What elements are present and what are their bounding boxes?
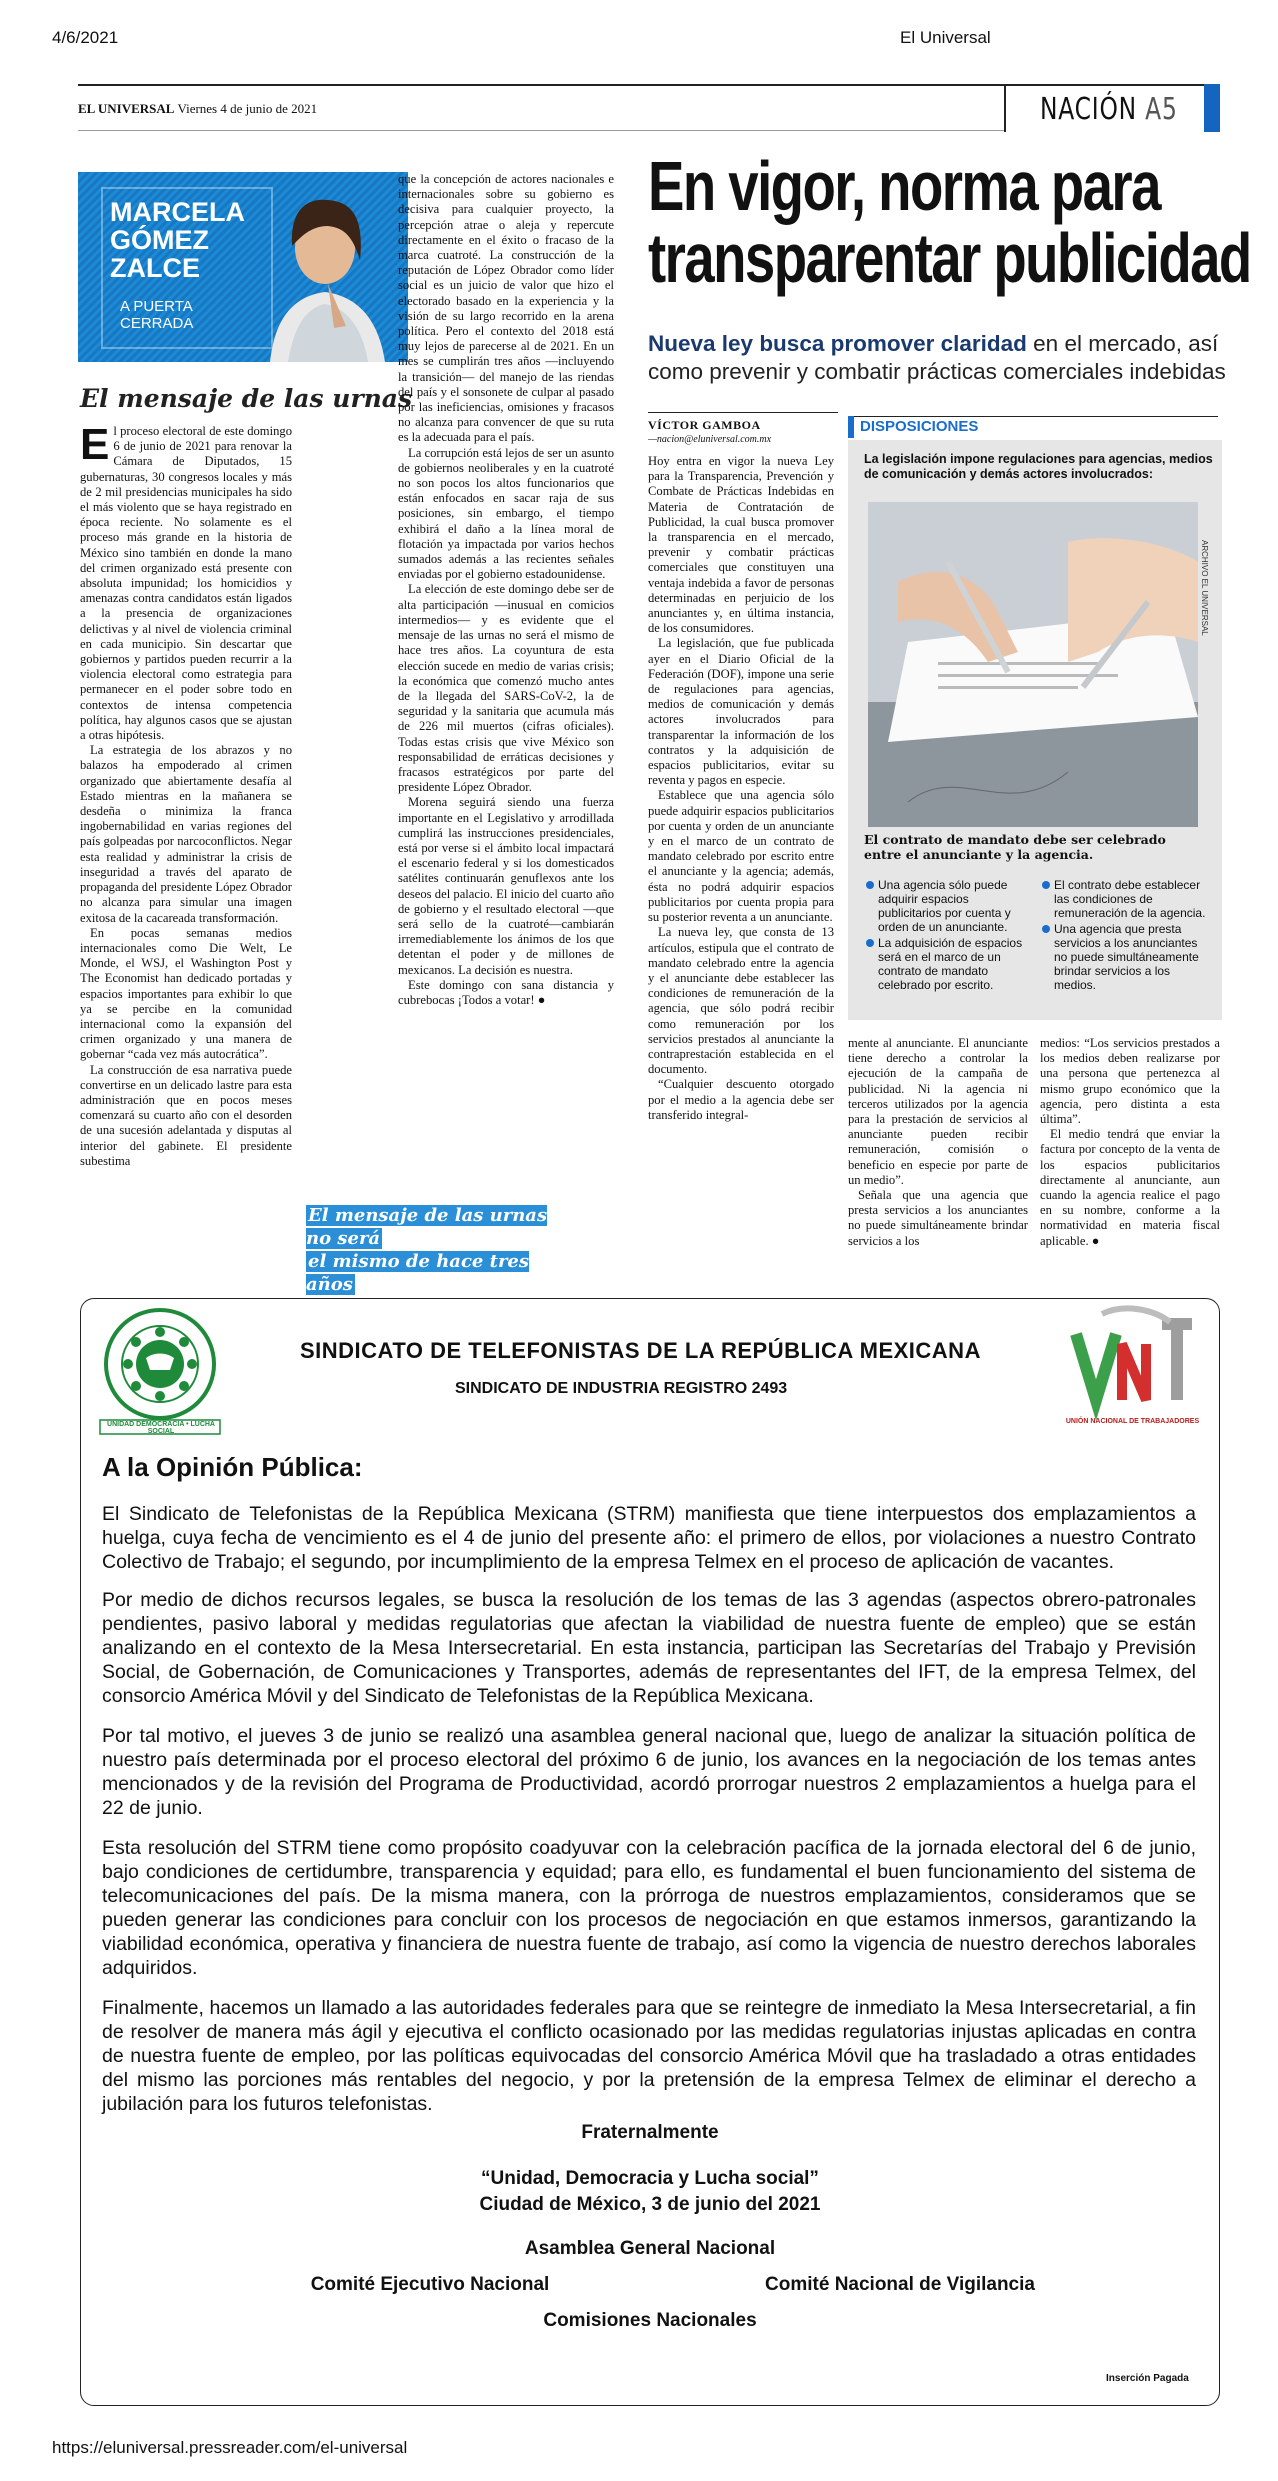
column-paragraph: La construcción de esa narrativa puede convertirse en un delicado lastre para esta administración que en pocos meses comenzará su cuarto año con el desorden de una sucesión adelantada y disputas al interior del gabinete. El presidente subestima [80,1062,292,1168]
article-paragraph: Establece que una agencia sólo puede adquirir espacios publicitarios por cuenta y orden de un anunciante y en el marco de un contrato de mandato celebrado por escrito entre el anunciante y la agencia; además, ésta no podrá adquirir espacios publicitarios por cuenta propia para su posterior reventa a un anunciante. [648,788,834,925]
article-paragraph: “Cualquier descuento otorgado por el medio a la agencia debe ser transferido integral- [648,1077,834,1122]
byline-rule [648,412,838,413]
article-paragraph: mente al anunciante. El anunciante tiene derecho a controlar la ejecución de la campaña de publicidad. Ni la agencia ni terceros utilizados por la agencia para la prestación de servicios al anunciante pueden recibir remuneración, comisión o beneficio en especie por parte de un medio”. [848,1036,1028,1187]
ad-paragraph: Esta resolución del STRM tiene como propósito coadyuvar con la celebración pacífica de la jornada electoral del 6 de junio, bajo condiciones de certidumbre, transparencia y equidad; para ello, es fundamental el buen funcionamiento del sistema de telecomunicaciones del país. De la misma manera, con la prórroga de nuestros emplazamientos, consideramos que se pueden generar las condiciones para concluir con los procesos de negociación en que estamos inmersos, garantizando la viabilidad económica, operativa y financiera de nuestra fuente de trabajo, así como la vigencia de nuestro derechos laborales adquiridos. [102,1837,1196,1979]
issue-date: Viernes 4 de junio de 2021 [177,101,318,116]
ad-paragraph: El Sindicato de Telefonistas de la República Mexicana (STRM) manifiesta que tiene interpuestos dos emplazamientos a huelga, cuya fecha de vencimiento es el 4 de junio del presente año: el primero de ellos, por violaciones a nuestro Contrato Colectivo de Trabajo; el segundo, por incumplimiento de la empresa Telmex en el proceso de aplicación de vacantes. [102,1503,1196,1573]
dropcap: E [80,420,110,469]
sidebar-bullets-right [1042,878,1212,994]
article-paragraph: El medio tendrá que enviar la factura por concepto de la venta de los espacios publicitarios directamente al anunciante, aun cuando la agencia realice el pago en su nombre, conforme a la normatividad en materia fiscal aplicable. ● [1040,1127,1220,1248]
photo-caption: El contrato de mandato debe ser celebrado entre el anunciante y la agencia. [864,832,1166,862]
paper-name: EL UNIVERSAL [78,101,175,116]
unt-logo [1062,1304,1202,1424]
seal-motto: UNIDAD DEMOCRACIA • LUCHA SOCIAL [107,1421,215,1435]
article-headline-line: En vigor, norma para [648,147,1160,225]
contract-signing-photo [868,502,1198,827]
article-text-col3 [1040,1036,1220,1249]
article-text-col1 [648,454,834,1123]
ad-motto: “Unidad, Democracia y Lucha social” [481,2168,819,2189]
column-paragraph: l proceso electoral de este domingo 6 de junio de 2021 para renovar la Cámara de Diputados, 15 gubernaturas, 30 congresos locales y más de 2 mil presidencias municipales ha sido el más violento que se haya registrado en época reciente. No solamente es el proceso más grande en la historia de México sino también en donde la mano del crimen organizado está presente con absoluta impunidad; los homicidios y amenazas contra candidatos están ligados a la presencia de organizaciones delictivas y al nivel de violencia criminal en cada municipio. Sin descartar que gobiernos y partidos pueden recurrir a la violencia electoral como estrategia para permanecer en el poder sobre todo en contextos de intensa competencia política, hay algunos casos que se ajustan a otras hipótesis. [80,424,292,743]
column-paragraph: La corrupción está lejos de ser un asunto de gobiernos neoliberales y en la cuatroté no son pocos los altos funcionarios que están enfocados en sacar raja de sus posiciones, sin embargo, el tiempo exhibirá el daño a la línea moral de flotación ya impactada por varios hechos sumados además a las recientes señales enviadas por el gobierno estadounidense. [398,445,614,582]
sidebar-bullets-left [866,878,1034,994]
subheadline-rest: en el mercado, así como prevenir y combatir prácticas comerciales indebidas [648,331,1226,384]
masthead-rule-bottom [78,130,1004,131]
ad-paragraph: Por tal motivo, el jueves 3 de junio se realizó una asamblea general nacional que, luego de analizar la situación política de nuestro país determinada por el proceso electoral del próximo 6 de junio, los avances en la negociación de los temas antes mencionados y de la revisión del Programa de Productividad, acordó prorrogar nuestros 2 emplazamientos a huelga para el 22 de junio. [102,1725,1196,1819]
ad-paragraph: Finalmente, hacemos un llamado a las autoridades federales para que se reintegre de inmediato la Mesa Intersecretarial, a fin de resolver de manera más ágil y ejecutiva el conflicto ocasionado por las medidas regulatorias injustas aplicadas en contra de nuestra fuente de empleo, por las políticas equivocadas del consorcio América Móvil que ha trasladado a otras entidades del mismo las porciones más rentables del negocio, y por la pretensión de la empresa Telmex de eliminar el derecho a jubilación para los futuros telefonistas. [102,1997,1196,2115]
photo-credit: ARCHIVO EL UNIVERSAL [1200,540,1209,636]
ad-subtitle: SINDICATO DE INDUSTRIA REGISTRO 2493 [455,1380,788,1397]
sidebar-label: DISPOSICIONES [860,418,979,435]
print-url[interactable]: https://eluniversal.pressreader.com/el-universal [52,2438,408,2457]
article-paragraph: medios: “Los servicios prestados a los medios deben realizarse por una persona que pertenezca al mismo grupo económico que la agencia, pero distinta a esta última”. [1040,1036,1220,1127]
column-paragraph: Este domingo con sana distancia y cubrebocas ¡Todos a votar! ● [398,977,614,1007]
bullet-item: Una agencia sólo puede adquirir espacios publicitarios por cuenta y orden de un anunciante. [866,878,1034,934]
column-headline: El mensaje de las urnas [80,384,413,413]
ad-place-date: Ciudad de México, 3 de junio del 2021 [479,2194,821,2215]
article-headline-line: transparentar publicidad [648,219,1251,297]
column-title-line: A PUERTA [120,298,193,315]
article-text-col2 [848,1036,1028,1249]
columnist-name-line: GÓMEZ [110,225,209,255]
sidebar-label-bar [848,416,854,438]
bullet-item: Una agencia que presta servicios a los anunciantes no puede simultáneamente brindar servicios a los medios. [1042,922,1212,992]
strm-seal-logo [96,1306,226,1438]
print-date: 4/6/2021 [52,28,119,47]
byline: VÍCTOR GAMBOA [648,418,761,432]
article-headline [648,147,1251,297]
ad-title: SINDICATO DE TELEFONISTAS DE LA REPÚBLICA MEXICANA [300,1338,981,1363]
column-paragraph: La estrategia de los abrazos y no balazos ha empoderado al crimen organizado que abiertamente desafía al Estado mientras en la mañanera se desdeña o minimiza la franca ingobernabilidad en varias regiones del país golpeadas por narcoconflictos. Negar esta realidad y administrar la crisis de inseguridad a través del aparato de propaganda del presidente López Obrador no alcanza para simular una imagen exitosa de la cacareada transformación. [80,743,292,925]
column-paragraph: En pocas semanas medios internacionales como Die Welt, Le Monde, el WSJ, el Washington Post y The Economist han dedicado portadas y espacios importantes para exhibir lo que ya se percibe en la comunidad internacional como la expansión del crimen organizado y una manera de gobernar “cada vez más autocrática”. [80,925,292,1062]
section-color-tab [1204,84,1220,132]
columnist-name-line: ZALCE [110,253,200,283]
article-paragraph: Señala que una agencia que presta servicios a los anunciantes no puede simultáneamente brindar servicios a los [848,1188,1028,1248]
article-subheadline [648,330,1228,386]
pull-quote-line: el mismo de hace tres años [306,1251,530,1295]
columnist-name [110,198,245,282]
column-title [120,298,193,332]
column-paragraph: Morena seguirá siendo una fuerza importante en el Legislativo y arrodillada cumplirá las instrucciones presidenciales, está por verse si el ámbito local impactará el escenario federal y si los domesticados satélites continuarán genuflexos ante los deseos del palacio. El inicio del cuarto año de gobierno y el resultado electoral —que será sello de la cuatroté—cambiarán irremediablemente los ánimos de los que detentan el poder y de millones de mexicanos. La decisión es nuestra. [398,795,614,977]
byline-email[interactable]: —nacion@eluniversal.com.mx [648,434,772,445]
paid-insertion-label: Inserción Pagada [1106,2373,1189,2384]
column-text-col2 [398,172,614,1008]
sidebar-intro: La legislación impone regulaciones para agencias, medios de comunicación y demás actores involucrados: [864,452,1213,481]
ad-closing: Fraternalmente [581,2122,719,2143]
pull-quote-line: El mensaje de las urnas no será [306,1205,548,1249]
pull-quote [306,1204,568,1296]
column-paragraph: La elección de este domingo debe ser de alta participación —inusual en comicios intermedios— y es evidente que el mensaje de las urnas no será el mismo de hace tres años. La coyuntura de esta elección sucede en medio de varias crisis; la económica que comenzó mucho antes de la llegada del SARS-CoV-2, la de seguridad y la sanitaria que acumula más de 226 mil muertos (cifras oficiales). Todas estas crisis que vive México son responsabilidad de erráticas decisiones y fracasos estratégicos por parte del presidente López Obrador. [398,582,614,795]
columnist-portrait [250,176,400,362]
ad-assembly: Asamblea General Nacional [524,2238,776,2259]
article-paragraph: La nueva ley, que consta de 13 artículos, estipula que el contrato de mandato celebrado entre la agencia y el anunciante debe establecer las condiciones de remuneración de la agencia, que sólo podrá recibir como remuneración por los servicios prestados al anunciante la contraprestación establecida en el documento. [648,925,834,1077]
page-number: A5 [1145,92,1178,127]
column-title-line: CERRADA [120,315,194,332]
section-label [1040,92,1178,127]
column-text-col1 [80,420,292,1169]
masthead-dateline [78,101,317,117]
ad-executive-committee: Comité Ejecutivo Nacional [310,2274,550,2295]
bullet-item: El contrato debe establecer las condiciones de remuneración de la agencia. [1042,878,1212,920]
section-name: NACIÓN [1040,92,1137,127]
ad-commissions: Comisiones Nacionales [543,2310,757,2331]
ad-vigilance-committee: Comité Nacional de Vigilancia [765,2274,1035,2295]
article-paragraph: La legislación, que fue publicada ayer en el Diario Oficial de la Federación (DOF), impone una serie de regulaciones para agencias, medios de comunicación y demás actores involucrados para transparentar la información de los contratos y la adquisición de espacios publicitarios, evitar su reventa y pagos en especie. [648,636,834,788]
columnist-name-line: MARCELA [110,197,245,227]
bullet-item: La adquisición de espacios será en el marco de un contrato de mandato celebrado por escrito. [866,936,1034,992]
print-title: El Universal [900,28,991,47]
subheadline-bold: Nueva ley busca promover claridad [648,331,1027,356]
article-paragraph: Hoy entra en vigor la nueva Ley para la Transparencia, Prevención y Combate de Prácticas Indebidas en Materia de Contratación de Publicidad, la cual busca promover la transparencia en el mercado, prevenir y combatir prácticas comerciales que constituyen una ventaja indebida a favor de personas determinadas en perjuicio de los anunciantes y, en última instancia, de los consumidores. [648,454,834,636]
ad-heading: A la Opinión Pública: [102,1452,363,1482]
unt-logo-caption: UNIÓN NACIONAL DE TRABAJADORES [1065,1418,1200,1425]
column-paragraph: que la concepción de actores nacionales e internacionales sobre su gobierno es decisiva para cualquier proyecto, la percepción atrae o aleja y repercute directamente en el éxito o fracaso de la marca cuatroté. La construcción de la reputación de López Obrador como líder social es un juicio de valor que hizo el electorado basado en la experiencia y la visión de su largo recorrido en la arena política. Pero el contexto del 2018 está muy lejos de parecerse al de 2021. En un mes se cumplirán tres años —incluyendo la transición— del manejo de las riendas del país y el sonsonete de culpar al pasado por las ineficiencias, omisiones y fracasos no alcanza para convencer de que su ruta es la adecuada para el país. [398,172,614,445]
ad-paragraph: Por medio de dichos recursos legales, se busca la resolución de los temas de las 3 agendas (aspectos obrero-patronales pendientes, pasivo laboral y medidas regulatorias que afectan la viabilidad de nuestra fuente de empleo) que se están analizando en el contexto de la Mesa Intersecretarial. En esta instancia, participan las Secretarías del Trabajo y Previsión Social, de Gobernación, de Comunicaciones y Transportes, además de representantes del IFT, de la empresa Telmex, del consorcio América Móvil y del Sindicato de Telefonistas de la República Mexicana. [102,1589,1196,1707]
